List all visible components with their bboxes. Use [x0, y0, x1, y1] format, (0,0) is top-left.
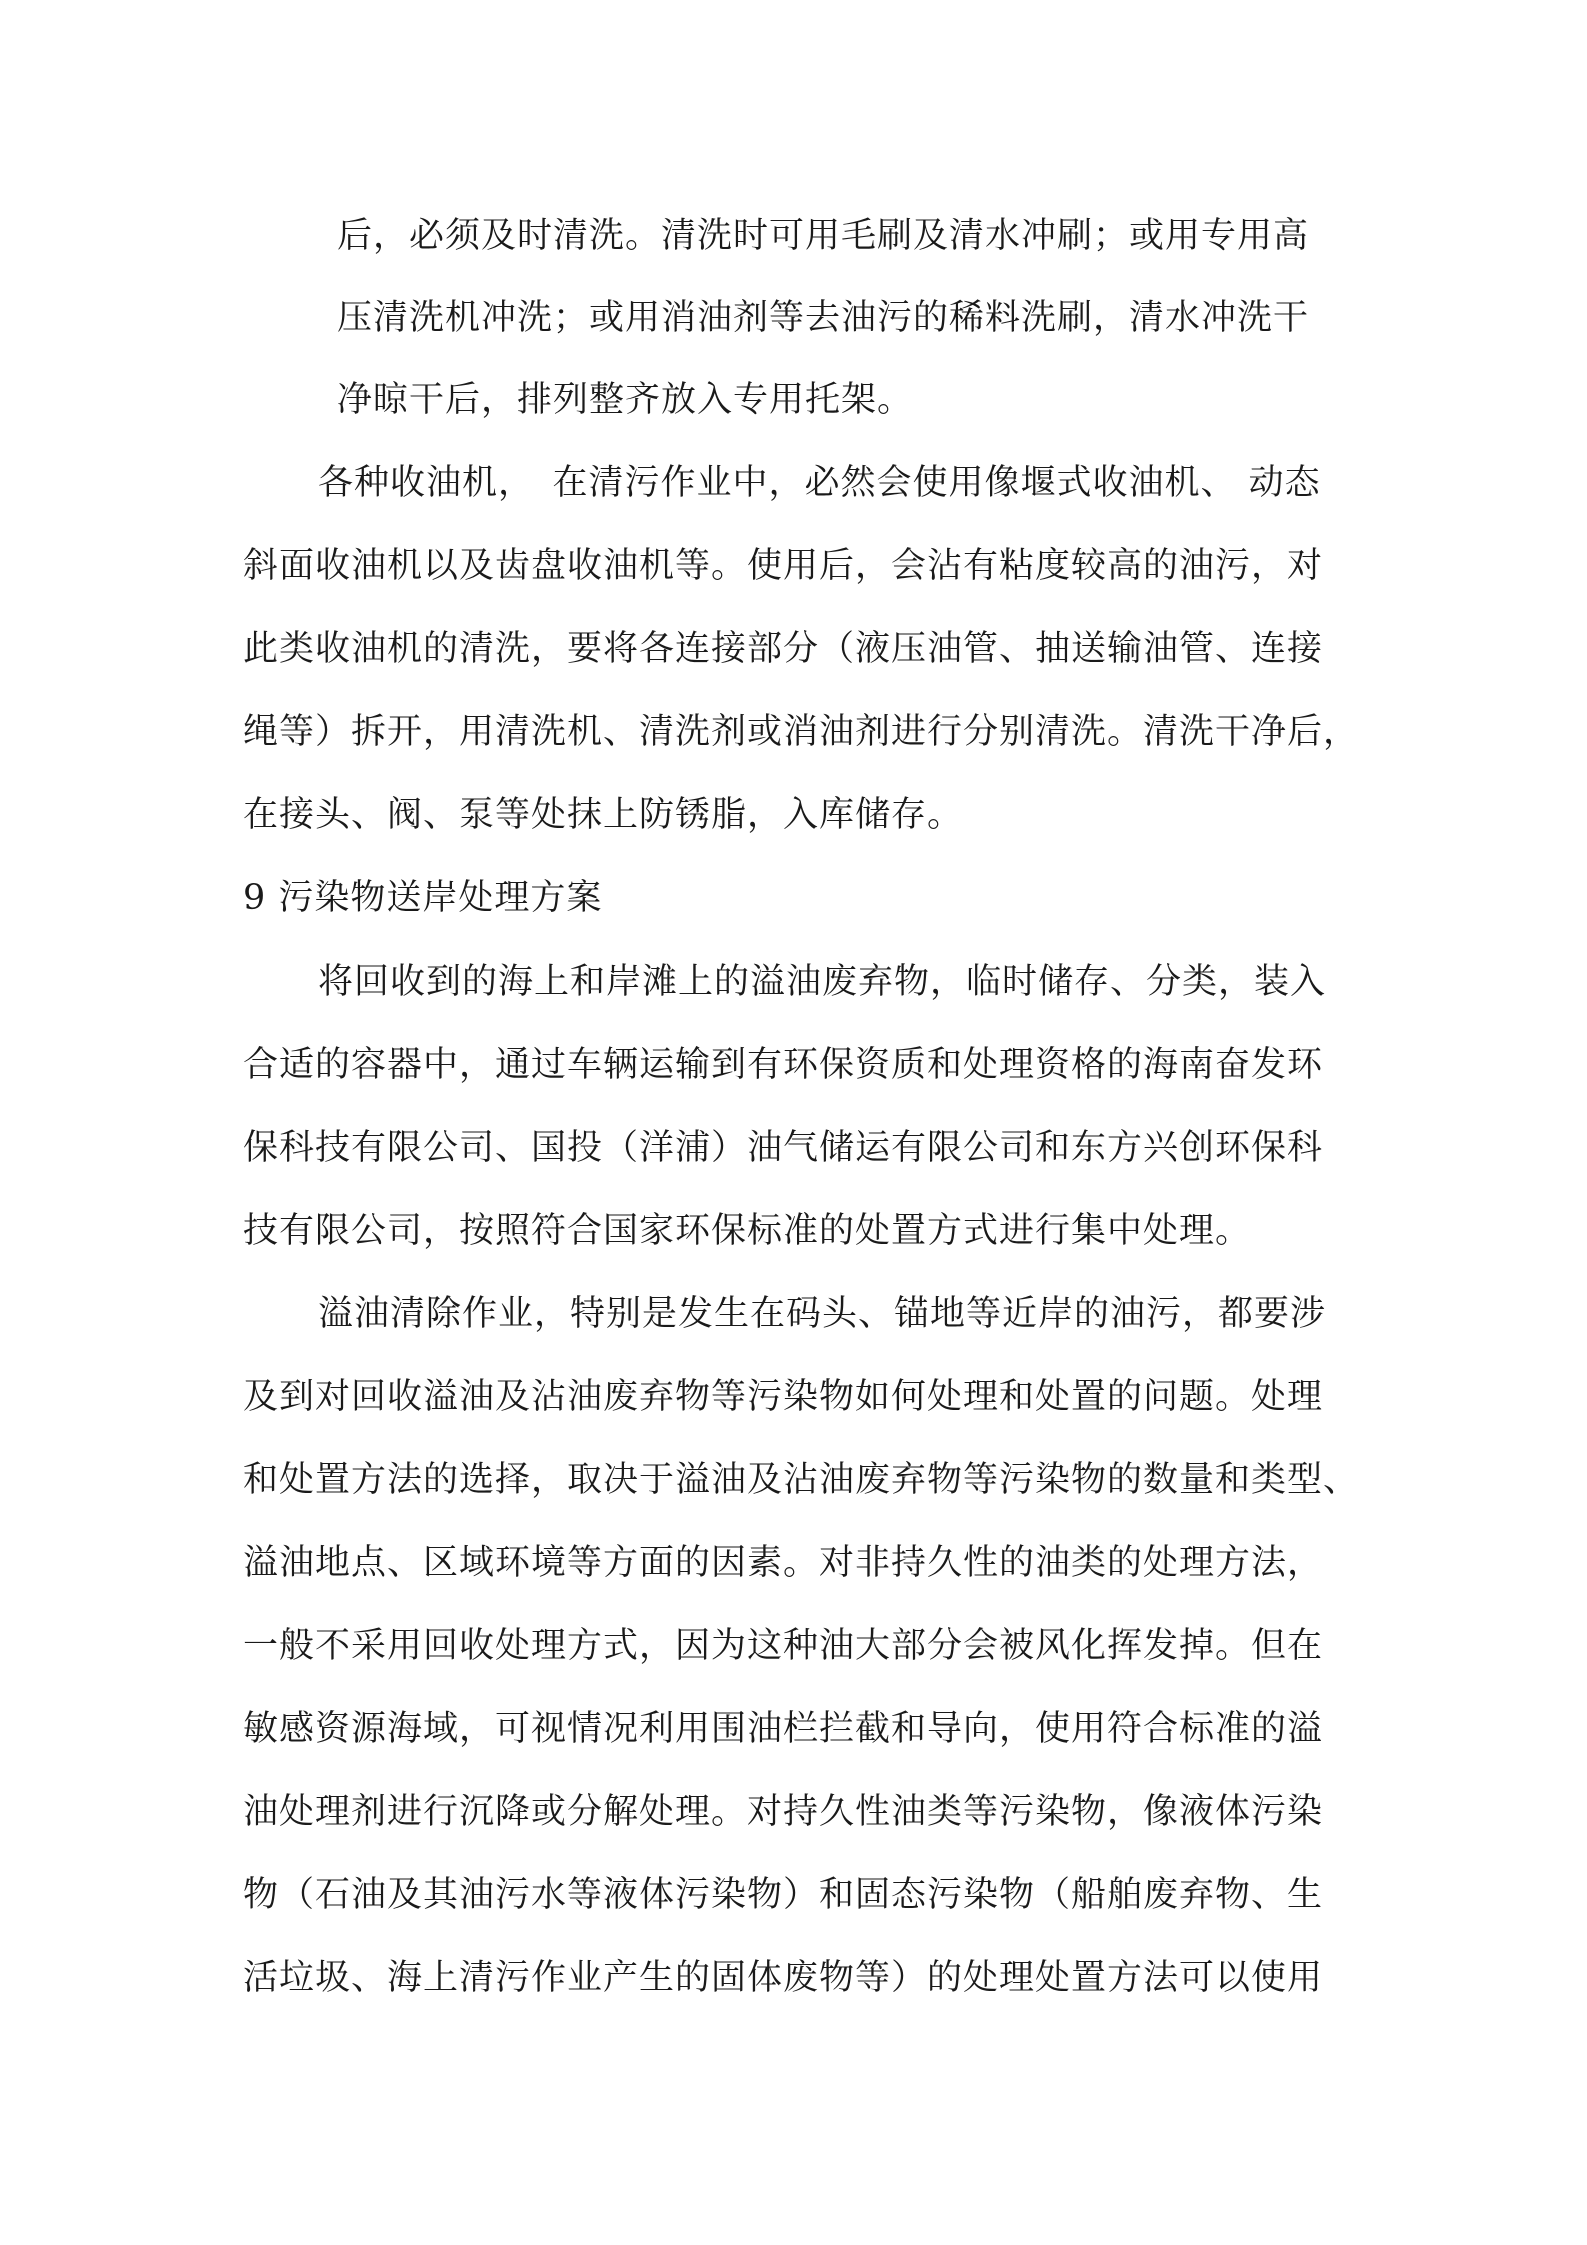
section2-line-3: 和处置方法的选择，取决于溢油及沾油废弃物等污染物的数量和类型、	[243, 1460, 1360, 1500]
section1-line-4: 技有限公司，按照符合国家环保标准的处置方式进行集中处理。	[243, 1211, 1252, 1251]
section-heading: 9 污染物送岸处理方案	[243, 878, 603, 918]
section2-line-5: 一般不采用回收处理方式，因为这种油大部分会被风化挥发掉。但在	[243, 1626, 1324, 1666]
intro-line-3: 净晾干后，排列整齐放入专用托架。	[337, 380, 914, 420]
skimmer-line-3: 此类收油机的清洗，要将各连接部分（液压油管、抽送输油管、连接	[243, 629, 1324, 669]
section2-line-6: 敏感资源海域，可视情况利用围油栏拦截和导向，使用符合标准的溢	[243, 1709, 1324, 1749]
intro-line-1: 后，必须及时清洗。清洗时可用毛刷及清水冲刷；或用专用高	[337, 216, 1310, 256]
skimmer-line-5: 在接头、阀、泵等处抹上防锈脂，入库储存。	[243, 795, 964, 835]
section1-line-2: 合适的容器中，通过车辆运输到有环保资质和处理资格的海南奋发环	[243, 1045, 1324, 1085]
section1-line-1: 将回收到的海上和岸滩上的溢油废弃物，临时储存、分类，装入	[318, 962, 1327, 1002]
section2-line-2: 及到对回收溢油及沾油废弃物等污染物如何处理和处置的问题。处理	[243, 1377, 1324, 1417]
section2-line-7: 油处理剂进行沉降或分解处理。对持久性油类等污染物，像液体污染	[243, 1792, 1324, 1832]
skimmer-line-2: 斜面收油机以及齿盘收油机等。使用后，会沾有粘度较高的油污，对	[243, 546, 1324, 586]
skimmer-line-4: 绳等）拆开，用清洗机、清洗剂或消油剂进行分别清洗。清洗干净后，	[243, 712, 1360, 752]
section2-line-1: 溢油清除作业，特别是发生在码头、锚地等近岸的油污，都要涉	[318, 1294, 1327, 1334]
intro-line-2: 压清洗机冲洗；或用消油剂等去油污的稀料洗刷，清水冲洗干	[337, 298, 1310, 338]
skimmer-line-1: 各种收油机， 在清污作业中，必然会使用像堰式收油机、 动态	[318, 463, 1321, 503]
section2-line-4: 溢油地点、区域环境等方面的因素。对非持久性的油类的处理方法，	[243, 1543, 1324, 1583]
section2-line-8: 物（石油及其油污水等液体污染物）和固态污染物（船舶废弃物、生	[243, 1875, 1324, 1915]
section2-line-9: 活垃圾、海上清污作业产生的固体废物等）的处理处置方法可以使用	[243, 1958, 1324, 1998]
section1-line-3: 保科技有限公司、国投（洋浦）油气储运有限公司和东方兴创环保科	[243, 1128, 1324, 1168]
